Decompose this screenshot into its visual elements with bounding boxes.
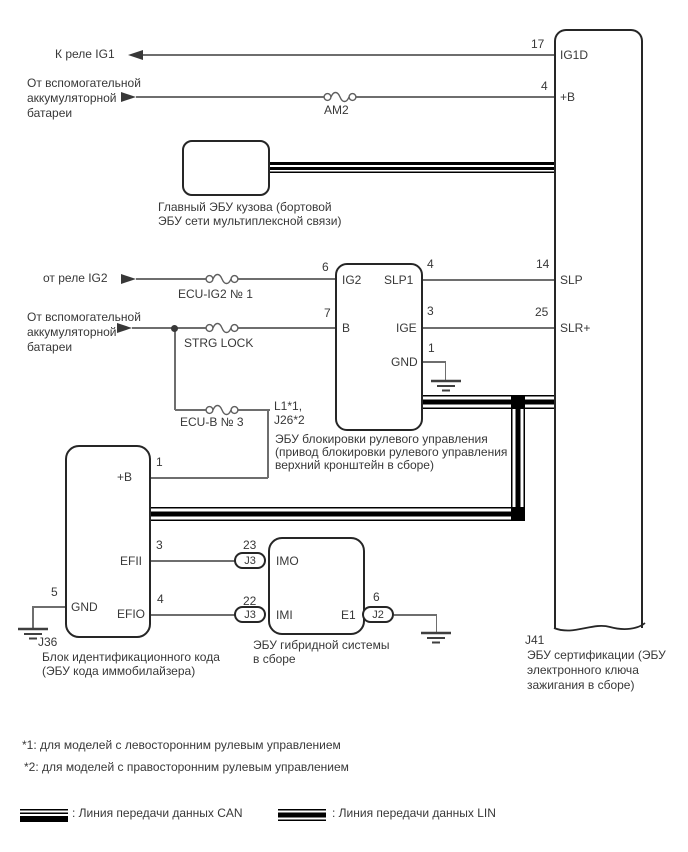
torn-edge-wave	[548, 620, 650, 638]
footnote-1: *1: для моделей с левосторонним рулевым управлением	[22, 738, 341, 752]
lin-bus-junction	[511, 395, 525, 409]
pin-slr-plus: 25	[535, 305, 549, 319]
connector-label: J3	[244, 554, 256, 567]
arrow-right-icon-ig2	[121, 274, 136, 284]
label-battery-mid-3: батареи	[27, 340, 73, 354]
wire-battery-to-am2	[136, 96, 325, 98]
label-connector-l1: L1*1,	[274, 399, 303, 413]
label-steering-lock-2: (привод блокировки рулевого управления	[275, 445, 508, 459]
footnote-2: *2: для моделей с правосторонним рулевым управлением	[24, 760, 349, 774]
lin-bus-corner	[511, 507, 525, 521]
label-battery-top-2: аккумуляторной	[27, 91, 117, 105]
lin-bus-line-vertical	[511, 395, 525, 521]
pin-plusb-j41: 4	[541, 79, 548, 93]
terminal-gnd-j36: GND	[71, 600, 98, 614]
label-battery-mid-2: аккумуляторной	[27, 325, 117, 339]
junction-dot	[171, 325, 178, 332]
ground-icon-e1	[419, 631, 453, 645]
fuse-icon-strg-lock	[204, 319, 240, 337]
terminal-plusb-j36: +B	[117, 470, 133, 484]
pin-slp: 14	[536, 257, 550, 271]
wire-ig1	[141, 54, 554, 56]
terminal-imi: IMI	[276, 608, 293, 622]
label-hybrid-ecu-2: в сборе	[253, 652, 296, 666]
steering-lock-ecu-box	[335, 263, 423, 431]
label-battery-top-1: От вспомогательной	[27, 76, 141, 90]
terminal-b: B	[342, 321, 351, 335]
fuse-label-strg-lock: STRG LOCK	[184, 336, 254, 350]
terminal-gnd-steering: GND	[391, 355, 418, 369]
lin-bus-line-horizontal-top	[423, 395, 554, 409]
wire-ecub-fuse-out	[237, 409, 270, 411]
wire-e1	[394, 614, 437, 616]
pin-gnd-j36: 5	[51, 585, 58, 599]
pin-efio: 4	[157, 592, 164, 606]
pin-slp1: 4	[427, 257, 434, 271]
label-certification-ecu-1: ЭБУ сертификации (ЭБУ	[527, 648, 666, 662]
terminal-ig1d: IG1D	[560, 48, 589, 62]
wire-to-ecub-fuse	[175, 409, 207, 411]
arrow-left-icon-ig1	[128, 50, 143, 60]
pin-ige: 3	[427, 304, 434, 318]
terminal-e1: E1	[341, 608, 356, 622]
pin-e1: 6	[373, 590, 380, 604]
lin-line-swatch	[278, 809, 326, 821]
label-steering-lock-1: ЭБУ блокировки рулевого управления	[275, 432, 488, 446]
fuse-label-ecu-b: ECU-B № 3	[180, 415, 244, 429]
fuse-icon-ecu-ig2	[204, 270, 240, 288]
terminal-slp1: SLP1	[384, 273, 414, 287]
wire-gnd-j36-v	[32, 606, 34, 628]
wire-gnd-j36-h	[33, 606, 65, 608]
ground-icon-steering	[429, 379, 463, 393]
label-steering-lock-3: верхний кронштейн в сборе)	[275, 458, 434, 472]
fuse-label-ecu-ig2: ECU-IG2 № 1	[178, 287, 253, 301]
main-body-ecu-box	[182, 140, 270, 196]
connector-label: J2	[372, 608, 384, 621]
connector-j3-imi	[234, 606, 266, 623]
wire-gnd-steering-h	[423, 361, 446, 363]
wire-slp1-to-slp	[423, 279, 554, 281]
label-battery-top-3: батареи	[27, 106, 73, 120]
wire-gnd-steering-v	[445, 361, 447, 380]
wire-battery-to-strglock	[132, 327, 207, 329]
legend-can-text: : Линия передачи данных CAN	[72, 806, 243, 820]
wire-strglock-to-b	[237, 327, 335, 329]
pin-ig1d: 17	[531, 37, 545, 51]
label-from-relay-ig2: от реле IG2	[43, 271, 108, 285]
can-line-swatch	[20, 809, 68, 822]
legend-lin-text: : Линия передачи данных LIN	[332, 806, 496, 820]
label-hybrid-ecu-1: ЭБУ гибридной системы	[253, 638, 390, 652]
pin-imi: 22	[243, 594, 257, 608]
fuse-label-am2: AM2	[324, 103, 349, 117]
wire-plusb-j36	[151, 477, 268, 479]
label-main-body-ecu-1: Главный ЭБУ кузова (бортовой	[158, 200, 332, 214]
label-certification-ecu-2: электронного ключа	[527, 663, 639, 677]
wire-fuse-to-ig2	[237, 278, 335, 280]
label-connector-j26: J26*2	[274, 413, 305, 427]
wire-am2-to-j41	[355, 96, 554, 98]
pin-plusb-j36: 1	[156, 455, 163, 469]
wire-down-to-plusb	[267, 409, 269, 478]
can-bus-line	[268, 162, 554, 173]
label-j36: J36	[38, 635, 58, 649]
terminal-plusb-j41: +B	[560, 90, 576, 104]
pin-imo: 23	[243, 538, 257, 552]
terminal-efii: EFII	[120, 554, 143, 568]
pin-efii: 3	[156, 538, 163, 552]
terminal-slr-plus: SLR+	[560, 321, 591, 335]
label-id-code-box-1: Блок идентификационного кода	[42, 650, 220, 664]
terminal-ige: IGE	[396, 321, 417, 335]
arrow-right-icon-battery-top	[121, 92, 136, 102]
pin-gnd-steering: 1	[428, 341, 435, 355]
label-j41: J41	[525, 633, 545, 647]
wire-branch-down	[174, 328, 176, 410]
connector-label: J3	[244, 608, 256, 621]
terminal-efio: EFIO	[117, 607, 146, 621]
arrow-right-icon-battery-mid	[117, 323, 132, 333]
wire-efii	[151, 560, 235, 562]
wire-efio	[151, 614, 235, 616]
label-battery-mid-1: От вспомогательной	[27, 310, 141, 324]
wire-e1-ground-v	[436, 614, 438, 632]
terminal-slp: SLP	[560, 273, 583, 287]
wire-ig2-relay-to-fuse	[136, 278, 207, 280]
pin-ig2: 6	[322, 260, 329, 274]
connector-j3-imo	[234, 552, 266, 569]
connector-j2-e1	[362, 606, 394, 623]
pin-b: 7	[324, 306, 331, 320]
label-main-body-ecu-2: ЭБУ сети мультиплексной связи)	[158, 214, 342, 228]
lin-bus-line-horizontal-bottom	[151, 507, 525, 521]
label-certification-ecu-3: зажигания в сборе)	[527, 678, 635, 692]
label-id-code-box-2: (ЭБУ кода иммобилайзера)	[42, 664, 196, 678]
terminal-imo: IMO	[276, 554, 299, 568]
terminal-ig2: IG2	[342, 273, 362, 287]
wire-ige-to-slr	[423, 327, 554, 329]
label-to-relay-ig1: К реле IG1	[55, 47, 115, 61]
